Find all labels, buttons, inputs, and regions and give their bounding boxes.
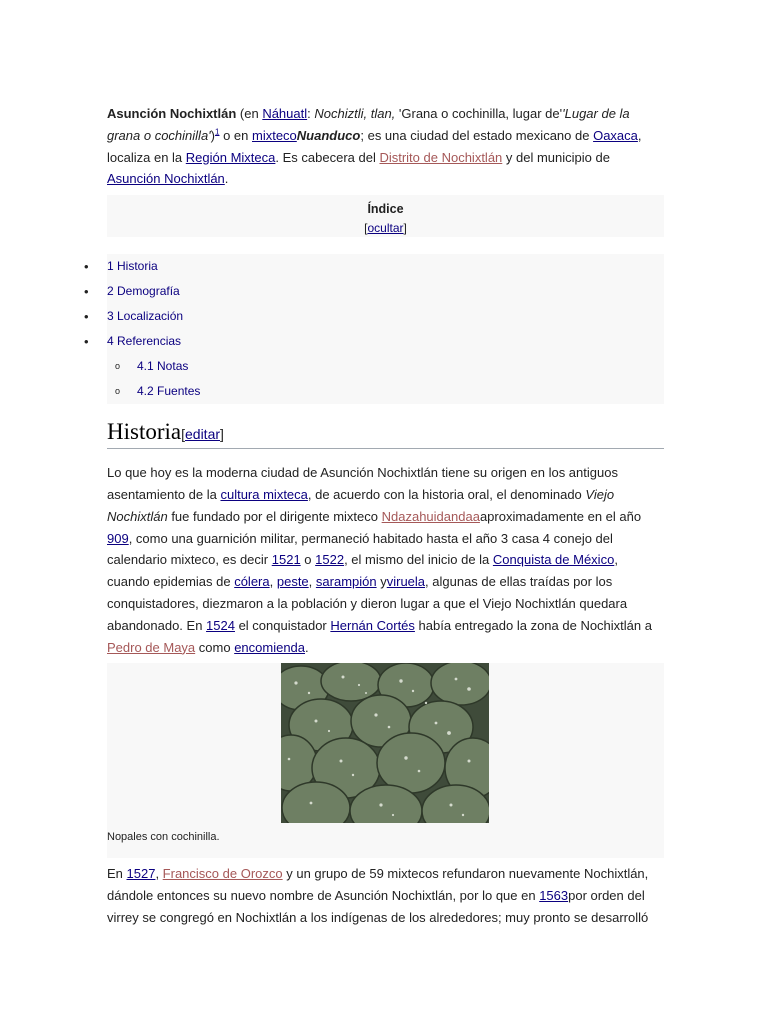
link-1527[interactable]: 1527 — [126, 866, 156, 882]
intro-text: 'Grana o cochinilla, lugar de' — [395, 106, 563, 121]
toc-header — [107, 195, 664, 237]
link-region-mixteca[interactable]: Región Mixteca — [185, 149, 276, 165]
intro-text: . — [224, 171, 229, 187]
link-peste[interactable]: peste — [276, 574, 309, 590]
figure-caption: Nopales con cochinilla. — [107, 831, 220, 844]
link-nahuatl[interactable]: Náhuatl — [262, 106, 308, 121]
link-encomienda[interactable]: encomienda — [234, 639, 306, 655]
body-text: aproximadamente en el año — [479, 508, 642, 524]
link-viruela[interactable]: viruela — [386, 574, 426, 590]
toc-toggle — [107, 219, 664, 238]
historia-paragraph-2 — [107, 863, 664, 928]
body-text: , el mismo del inicio de la — [344, 552, 493, 568]
link-1563[interactable]: 1563 — [539, 888, 569, 904]
toc-item-referencias[interactable] — [84, 329, 664, 354]
heading-text: Historia — [107, 419, 182, 445]
body-text: o — [300, 552, 316, 568]
link-municipio[interactable]: Asunción Nochixtlán — [107, 171, 225, 187]
link-conquista[interactable]: Conquista de México — [492, 552, 615, 568]
body-text: , — [269, 574, 277, 590]
figure-thumbnail — [107, 663, 664, 858]
bullet-icon: • — [84, 309, 89, 325]
intro-text: . Es cabecera del — [275, 149, 380, 165]
toc-item-fuentes[interactable] — [107, 379, 664, 404]
bullet-icon: • — [84, 284, 89, 300]
toc-bracket: ] — [403, 221, 407, 236]
historia-paragraph-1 — [107, 462, 664, 658]
link-oaxaca[interactable]: Oaxaca — [593, 127, 638, 143]
nopales-photo-icon — [281, 663, 489, 823]
nopales-image[interactable] — [281, 663, 489, 823]
body-text: el conquistador — [234, 617, 331, 633]
toc-link[interactable]: 3 Localización — [107, 309, 184, 324]
body-text: . — [305, 639, 309, 655]
sub-bullet-icon: o — [115, 386, 121, 397]
article-title: Asunción Nochixtlán — [107, 106, 237, 121]
body-text: fue fundado por el dirigente mixteco — [167, 508, 382, 524]
edit-link[interactable]: editar — [185, 426, 221, 443]
body-text: , algunas de ellas traídas por los conquistadores, diezmaron a la población y dieron lugar a que el Viejo Nochixtlán quedara abandonado. En — [107, 574, 628, 633]
intro-text: o en — [219, 127, 252, 143]
section-heading-historia — [107, 419, 664, 449]
edit-bracket: ] — [220, 426, 224, 443]
reference-link[interactable]: 1 — [215, 127, 220, 137]
intro-text: ; es una ciudad del estado mexicano de — [360, 127, 594, 143]
link-distrito-nochixtlan[interactable]: Distrito de Nochixtlán — [379, 149, 503, 165]
toc-link[interactable]: 1 Historia — [107, 259, 158, 274]
body-text: Lo que hoy es la moderna ciudad de Asunción Nochixtlán tiene su origen en los antiguos asentamiento de la — [107, 465, 618, 502]
bullet-icon: • — [84, 259, 89, 275]
body-text: , de acuerdo con la historia oral, el denominado — [307, 486, 586, 502]
intro-nuanduco: Nuanduco — [296, 127, 361, 143]
link-pedro-de-maya[interactable]: Pedro de Maya — [107, 639, 196, 655]
body-text: y — [376, 574, 387, 590]
toc-link[interactable]: 4.1 Notas — [137, 359, 189, 374]
toc-item-historia[interactable] — [84, 254, 664, 279]
body-text: y un grupo de 59 mixtecos refundaron nuevamente Nochixtlán, dándole entonces su nuevo nombre de Asunción Nochixtlán, por lo que en — [107, 866, 649, 904]
link-909[interactable]: 909 — [107, 530, 129, 546]
body-text: , como una guarnición militar, permaneció habitado hasta el año 3 casa 4 conejo del calendario mixteco, es decir — [107, 530, 613, 568]
toc-bracket: [ — [364, 221, 368, 236]
intro-paragraph — [107, 103, 664, 190]
link-ndazahuidandaa[interactable]: Ndazahuidandaa — [381, 508, 480, 524]
edit-bracket: [ — [181, 426, 185, 443]
toc-link[interactable]: 4.2 Fuentes — [137, 384, 201, 399]
toc-item-notas[interactable] — [107, 354, 664, 379]
toc-item-localizacion[interactable] — [84, 304, 664, 329]
link-colera[interactable]: cólera — [234, 574, 270, 590]
intro-text: y del municipio de — [502, 149, 610, 165]
link-sarampion[interactable]: sarampión — [315, 574, 377, 590]
link-1522[interactable]: 1522 — [315, 552, 345, 568]
link-mixteco[interactable]: mixteco — [252, 127, 297, 143]
sub-bullet-icon: o — [115, 361, 121, 372]
toc-item-demografia[interactable] — [84, 279, 664, 304]
intro-text: (en — [236, 106, 263, 121]
toc-link[interactable]: 2 Demografía — [107, 284, 180, 299]
toc-hide-link[interactable]: ocultar — [367, 221, 404, 236]
link-1524[interactable]: 1524 — [206, 617, 235, 633]
intro-italic: Nochiztli, tlan, — [314, 106, 396, 121]
link-francisco-de-orozco[interactable]: Francisco de Orozco — [162, 866, 283, 882]
article-content — [84, 103, 664, 929]
intro-text: , localiza en la — [107, 127, 642, 165]
body-text: como — [195, 639, 235, 655]
intro-text: : — [307, 106, 315, 121]
bullet-icon: • — [84, 334, 89, 350]
edit-section — [181, 426, 224, 442]
intro-italic: 'Lugar de la grana o cochinilla' — [107, 106, 630, 143]
intro-text: ) — [210, 127, 216, 143]
body-text: por orden del virrey se congregó en Nochixtlán a los indígenas de los alrededores; muy pronto se desarrolló — [107, 888, 649, 925]
link-1521[interactable]: 1521 — [271, 552, 301, 568]
body-text: había entregado la zona de Nochixtlán a — [414, 617, 652, 633]
body-text: , — [308, 574, 316, 590]
body-italic: Viejo Nochixtlán — [107, 486, 615, 524]
link-cultura-mixteca[interactable]: cultura mixteca — [220, 486, 308, 502]
toc-title: Índice — [367, 202, 404, 217]
body-text: , — [155, 866, 163, 882]
body-text: En — [107, 866, 127, 882]
body-text: , cuando epidemias de — [107, 552, 618, 590]
toc-link[interactable]: 4 Referencias — [107, 334, 182, 349]
link-hernan-cortes[interactable]: Hernán Cortés — [330, 617, 415, 633]
toc-list — [84, 254, 664, 404]
